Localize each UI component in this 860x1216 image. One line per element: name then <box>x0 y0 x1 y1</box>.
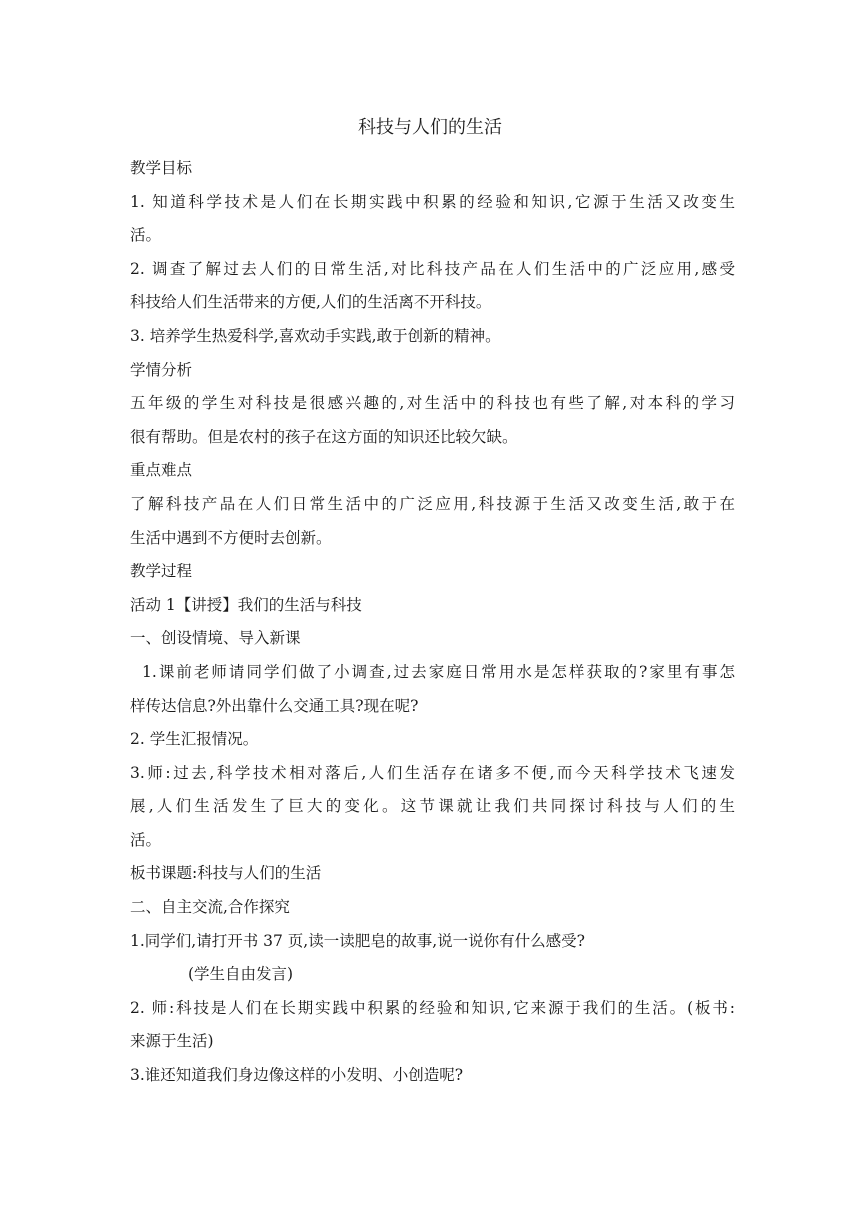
paragraph-line: 2. 调查了解过去人们的日常生活,对比科技产品在人们生活中的广泛应用,感受 <box>130 259 735 278</box>
section-heading-student-analysis: 学情分析 <box>130 360 193 379</box>
paragraph-line: 3.师:过去,科学技术相对落后,人们生活存在诸多不便,而今天科学技术飞速发 <box>130 763 735 782</box>
paragraph-line: 样传达信息?外出靠什么交通工具?现在呢? <box>130 696 419 715</box>
paragraph-line: 五年级的学生对科技是很感兴趣的,对生活中的科技也有些了解,对本科的学习 <box>130 394 735 413</box>
paragraph-line: 来源于生活) <box>130 1032 214 1051</box>
paragraph-line: 1.同学们,请打开书 37 页,读一读肥皂的故事,说一说你有什么感受? <box>130 931 585 950</box>
paragraph-line: 展,人们生活发生了巨大的变化。这节课就让我们共同探讨科技与人们的生 <box>130 797 735 816</box>
paragraph-line: 3. 培养学生热爱科学,喜欢动手实践,敢于创新的精神。 <box>130 326 501 345</box>
paragraph-line: 了解科技产品在人们日常生活中的广泛应用,科技源于生活又改变生活,敢于在 <box>130 494 735 513</box>
section-heading-teaching-goals: 教学目标 <box>130 159 193 177</box>
paragraph-line: (学生自由发言) <box>188 965 294 984</box>
board-title-line: 板书课题:科技与人们的生活 <box>130 864 322 883</box>
section-heading-key-points: 重点难点 <box>130 461 193 480</box>
paragraph-line: 1.课前老师请同学们做了小调查,过去家庭日常用水是怎样获取的?家里有事怎 <box>142 662 735 681</box>
paragraph-line: 生活中遇到不方便时去创新。 <box>130 528 332 547</box>
paragraph-line: 很有帮助。但是农村的孩子在这方面的知识还比较欠缺。 <box>130 427 518 446</box>
paragraph-line: 3.谁还知道我们身边像这样的小发明、小创造呢? <box>130 1066 464 1085</box>
document-body <box>130 152 735 1093</box>
paragraph-line: 1. 知道科学技术是人们在长期实践中积累的经验和知识,它源于生活又改变生 <box>130 192 735 211</box>
paragraph-line: 2. 师:科技是人们在长期实践中积累的经验和知识,它来源于我们的生活。(板书: <box>130 998 735 1017</box>
subsection-heading: 二、自主交流,合作探究 <box>130 898 290 917</box>
subsection-heading: 一、创设情境、导入新课 <box>130 629 301 648</box>
section-heading-teaching-process: 教学过程 <box>130 562 193 581</box>
paragraph-line: 活。 <box>130 830 162 849</box>
paragraph-line: 科技给人们生活带来的方便,人们的生活离不开科技。 <box>130 293 492 312</box>
paragraph-line: 活。 <box>130 226 162 245</box>
paragraph-line: 2. 学生汇报情况。 <box>130 730 259 749</box>
document-title: 科技与人们的生活 <box>358 117 502 138</box>
activity-heading: 活动 1【讲授】我们的生活与科技 <box>130 595 362 614</box>
